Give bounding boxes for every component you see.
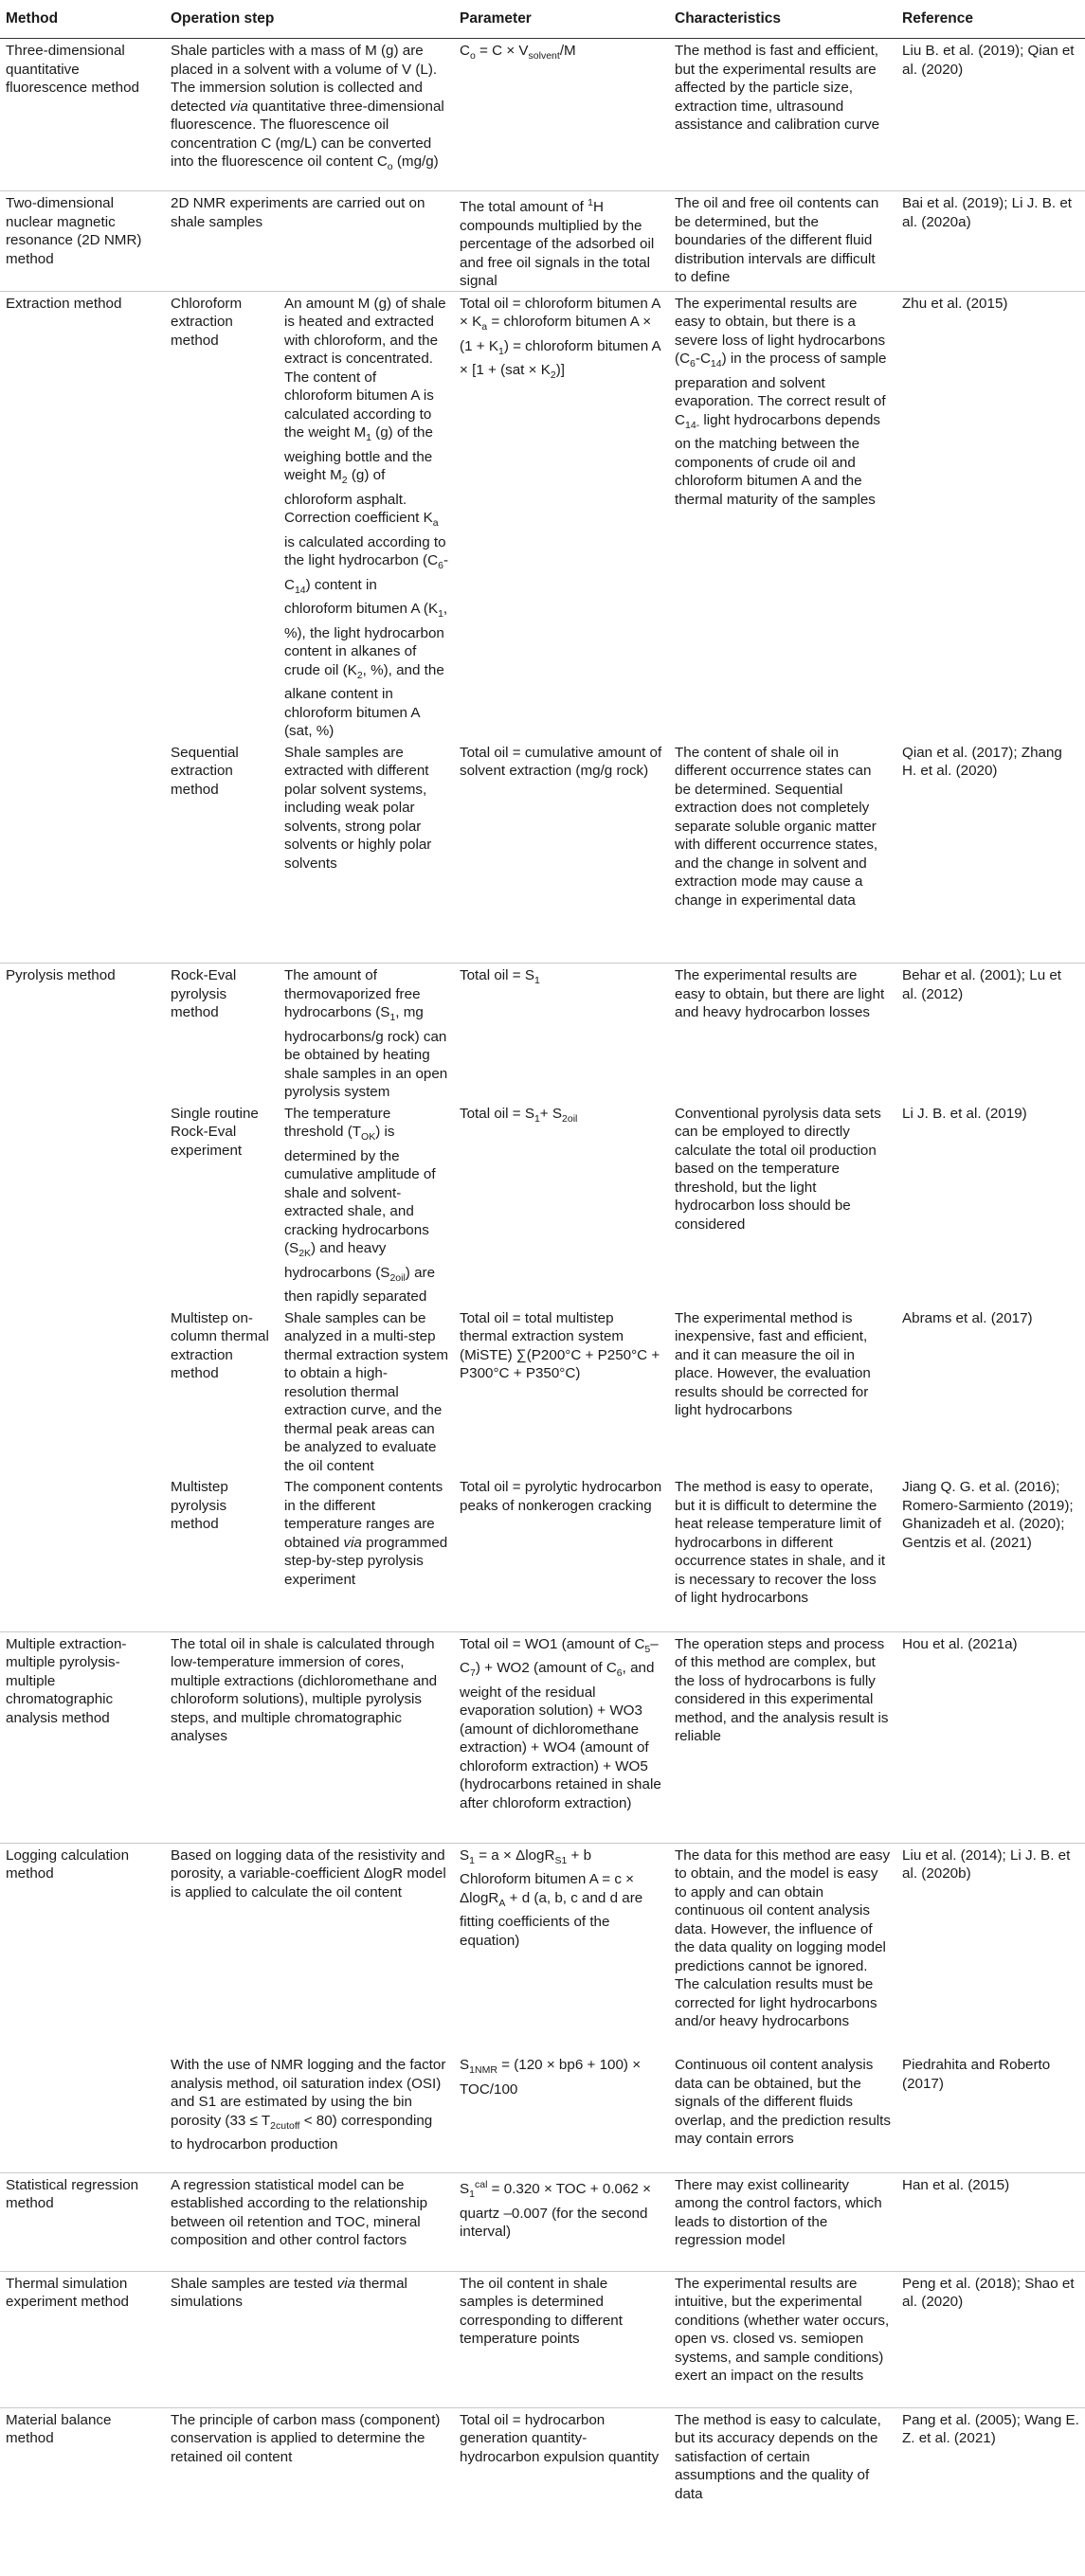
parameter-cell: Total oil = $S_1+ S_{2oil}$ (460, 1105, 578, 1125)
characteristics-cell: The method is easy to calculate, but its accuracy depends on the satisfaction of certain assumptions and the quality of data (669, 2407, 896, 2519)
reference-cell: Peng et al. (2018); Shao et al. (2020) (896, 2271, 1085, 2407)
reference-cell: Zhu et al. (2015) (896, 291, 1085, 741)
characteristics-cell: Conventional pyrolysis data sets can be employed to directly calculate the total oil production based on the temperature threshold, but the light hydrocarbon loss should be considered (675, 1105, 881, 1233)
method-cell: Material balance method (0, 2407, 165, 2519)
method-cell: Thermal simulation experiment method (0, 2271, 165, 2407)
parameter-cell: Total oil = WO1 (amount of $C_5-C_7) + WO2$ (amount of $C_6$, and weight of the residual evaporation solution) + WO3 (amount of dichloromethane extraction) + WO4 (amount of chloroform extraction) + WO5 (hydrocarbons retained in shale after chloroform extraction) (454, 1631, 669, 1843)
reference-cell: Liu B. et al. (2019); Qian et al. (2020) (902, 43, 1075, 78)
characteristics-cell: The experimental method is inexpensive, fast and efficient, and it can measure the oil in place. However, the evaluation results should be corrected for light hydrocarbons (675, 1309, 871, 1419)
operation-cell: The amount of thermovaporized free hydrocarbons ($S_1$, mg hydrocarbons/g rock) can be obtained by heating shale samples in an open pyrolysis system (279, 964, 454, 1102)
table-row (0, 191, 1085, 292)
parameter-cell: Total oil = hydrocarbon generation quantity-hydrocarbon expulsion quantity (454, 2407, 669, 2519)
characteristics-cell: The operation steps and process of this method are complex, but the loss of hydrocarbons is fully considered in this experimental method, and the analysis result is reliable (669, 1631, 896, 1843)
table-row (0, 2271, 1085, 2407)
submethod-cell: Sequential extraction method (171, 744, 239, 798)
parameter-cell: Total oil = pyrolytic hydrocarbon peaks of nonkerogen cracking (460, 1479, 662, 1514)
method-cell: Two-dimensional nuclear magnetic resonance (2D NMR) method (0, 191, 165, 292)
parameter-cell: The total amount of $^1$H compounds multiplied by the percentage of the adsorbed oil and free oil signals in the total signal (454, 191, 669, 292)
operation-cell: Shale particles with a mass of M (g) are placed in a solvent with a volume of V (L). The immersion solution is collected and detected via quantitative three-dimensional fluorescence. The fluorescence oil concentration C (mg/L) can be converted into the fluorescence oil content $C_o$ (mg/g) (171, 43, 444, 173)
method-cell: Pyrolysis method (0, 964, 165, 1632)
reference-cell: Bai et al. (2019); Li J. B. et al. (2020a) (896, 191, 1085, 292)
parameter-cell: Total oil = $S_1$ (454, 964, 669, 1102)
parameter-cell: $C_o = C \times V_{solvent}/M$ (460, 43, 576, 63)
submethod-cell: Multistep on-column thermal extraction method (171, 1309, 269, 1382)
characteristics-cell: The experimental results are easy to obtain, but there are light and heavy hydrocarbon losses (669, 964, 896, 1102)
reference-cell: Liu et al. (2014); Li J. B. et al. (2020b) (896, 1843, 1085, 2053)
table-row (0, 39, 1085, 191)
header-row (0, 0, 1085, 39)
characteristics-cell: The method is easy to operate, but it is difficult to determine the heat release temperature limit of hydrocarbons in different occurrence states in shale, and it is necessary to recover the loss of light hydrocarbons (675, 1479, 886, 1607)
characteristics-cell: The experimental results are easy to obtain, but there is a severe loss of light hydrocarbons $(C_6-C_{14})$ in the process of sample preparation and solvent evaporation. The correct result of $C_{14-}$ light hydrocarbons depends on the matching between the components of crude oil and chloroform bitumen A and the thermal maturity of the samples (669, 291, 896, 741)
operation-cell: Based on logging data of the resistivity and porosity, a variable-coefficient ΔlogR model is applied to calculate the oil content (165, 1843, 454, 2053)
table-row (0, 1843, 1085, 2053)
operation-cell: An amount M (g) of shale is heated and extracted with chloroform, and the extract is concentrated. The content of chloroform bitumen A is calculated according to the weight $M_1$ (g) of the weighing bottle and the weight $M_2$ (g) of chloroform asphalt. Correction coefficient $K_a$ is calculated according to the light hydrocarbon $(C_6-C_{14})$ content in chloroform bitumen A ($K_1$, %), the light hydrocarbon content in alkanes of crude oil ($K_2$, %), and the alkane content in chloroform bitumen A (sat, %) (279, 291, 454, 741)
reference-cell: Piedrahita and Roberto (2017) (902, 2057, 1051, 2092)
submethod-cell: Single routine Rock-Eval experiment (171, 1105, 259, 1159)
parameter-cell: Total oil = chloroform bitumen $A \times K_a$ = chloroform bitumen $A \times (1 + K_1)$ = chloroform bitumen $A \times [1 + (sat \times K_2)]$ (454, 291, 669, 741)
method-cell: Statistical regression method (0, 2172, 165, 2271)
parameter-cell: Total oil = cumulative amount of solvent extraction (mg/g rock) (460, 744, 662, 780)
parameter-cell: $S_1^{cal} = 0.320$ × TOC + 0.062 × quartz –0.007 (for the second interval) (454, 2172, 669, 2271)
parameter-cell: $S_{1NMR} = (120 \times bp6 + 100) \times TOC/100$ (460, 2057, 642, 2098)
operation-cell: A regression statistical model can be established according to the relationship between oil retention and TOC, mineral composition and other control factors (165, 2172, 454, 2271)
reference-cell: Hou et al. (2021a) (896, 1631, 1085, 1843)
operation-cell: Shale samples are extracted with different polar solvent systems, including weak polar solvents, strong polar solvents or highly polar solvents (284, 744, 432, 872)
table-row (0, 964, 1085, 1102)
operation-cell: Shale samples are tested via thermal simulations (165, 2271, 454, 2407)
submethod-cell: Chloroform extraction method (165, 291, 279, 741)
characteristics-cell: Continuous oil content analysis data can be obtained, but the signals of the different fluids overlap, and the prediction results may contain errors (675, 2057, 891, 2148)
table-row (0, 2172, 1085, 2271)
submethod-cell: Rock-Eval pyrolysis method (165, 964, 279, 1102)
reference-cell: Jiang Q. G. et al. (2016); Romero-Sarmiento (2019); Ghanizadeh et al. (2020); Gentzis et al. (2021) (902, 1479, 1074, 1551)
header-operation-step: Operation step (165, 0, 454, 39)
characteristics-cell: The method is fast and efficient, but the experimental results are affected by the particle size, extraction time, ultrasound assistance and calibration curve (675, 43, 880, 133)
header-reference: Reference (896, 0, 1085, 39)
reference-cell: Abrams et al. (2017) (902, 1309, 1033, 1326)
parameter-cell: Total oil = total multistep thermal extraction system (MiSTE) ∑(P200°C + P250°C + P300°C + P350°C) (460, 1309, 660, 1382)
operation-cell: The component contents in the different temperature ranges are obtained via programmed step-by-step pyrolysis experiment (284, 1479, 448, 1588)
characteristics-cell: The oil and free oil contents can be determined, but the boundaries of the different fluid distribution intervals are difficult to define (669, 191, 896, 292)
reference-cell: Han et al. (2015) (896, 2172, 1085, 2271)
method-cell: Extraction method (0, 291, 165, 964)
header-characteristics: Characteristics (669, 0, 896, 39)
parameter-cell: The oil content in shale samples is determined corresponding to different temperature points (454, 2271, 669, 2407)
characteristics-cell: The content of shale oil in different occurrence states can be determined. Sequential extraction does not completely separate soluble organic matter with different occurrence states, and the change in solvent and extraction mode may cause a change in experimental data (675, 744, 878, 909)
characteristics-cell: There may exist collinearity among the control factors, which leads to distortion of the regression model (669, 2172, 896, 2271)
operation-cell: The principle of carbon mass (component) conservation is applied to determine the retained oil content (165, 2407, 454, 2519)
operation-cell: The total oil in shale is calculated through low-temperature immersion of cores, multiple extractions (dichloromethane and chloroform solutions), multiple pyrolysis steps, and multiple chromatographic analyses (165, 1631, 454, 1843)
reference-cell: Qian et al. (2017); Zhang H. et al. (2020) (902, 744, 1062, 780)
parameter-cell: $S_1 = a \times \Delta\log R_{S1} + b$ Chloroform bitumen A = c × ΔlogR$_A$ + d (a, b, c and d are fitting coefficients of the equation) (454, 1843, 669, 2053)
method-cell: Three-dimensional quantitative fluorescence method (6, 43, 139, 96)
table-row (0, 291, 1085, 741)
operation-cell: With the use of NMR logging and the factor analysis method, oil saturation index (OSI) and S1 are estimated by using the bin porosity $(33 \le T_{2cutoff} < 80)$ corresponding to hydrocarbon production (171, 2057, 446, 2153)
header-parameter: Parameter (454, 0, 669, 39)
reference-cell: Li J. B. et al. (2019) (902, 1105, 1027, 1122)
method-cell: Logging calculation method (0, 1843, 165, 2172)
table-row (0, 2407, 1085, 2519)
table-row (0, 1631, 1085, 1843)
submethod-cell: Multistep pyrolysis method (171, 1479, 228, 1533)
reference-cell: Pang et al. (2005); Wang E. Z. et al. (2021) (896, 2407, 1085, 2519)
operation-cell: 2D NMR experiments are carried out on shale samples (165, 191, 454, 292)
method-cell: Multiple extraction-multiple pyrolysis-multiple chromatographic analysis method (0, 1631, 165, 1843)
characteristics-cell: The experimental results are intuitive, but the experimental conditions (whether water occurs, open vs. closed vs. semiopen systems, and sample conditions) exert an impact on the results (669, 2271, 896, 2407)
operation-cell: The temperature threshold $(T_{OK})$ is determined by the cumulative amplitude of shale and solvent-extracted shale, and cracking hydrocarbons $(S_{2K})$ and heavy hydrocarbons $(S_{2oil})$ are then rapidly separated (284, 1105, 436, 1306)
reference-cell: Behar et al. (2001); Lu et al. (2012) (896, 964, 1085, 1102)
characteristics-cell: The data for this method are easy to obtain, and the model is easy to apply and can obtain continuous oil content analysis data. However, the influence of the data quality on logging model predictions cannot be ignored. The calculation results must be corrected for light hydrocarbons and/or heavy hydrocarbons (669, 1843, 896, 2053)
operation-cell: Shale samples can be analyzed in a multi-step thermal extraction system to obtain a high-resolution thermal extraction curve, and the thermal peak areas can be analyzed to evaluate the oil content (284, 1309, 449, 1474)
header-method: Method (0, 0, 165, 39)
